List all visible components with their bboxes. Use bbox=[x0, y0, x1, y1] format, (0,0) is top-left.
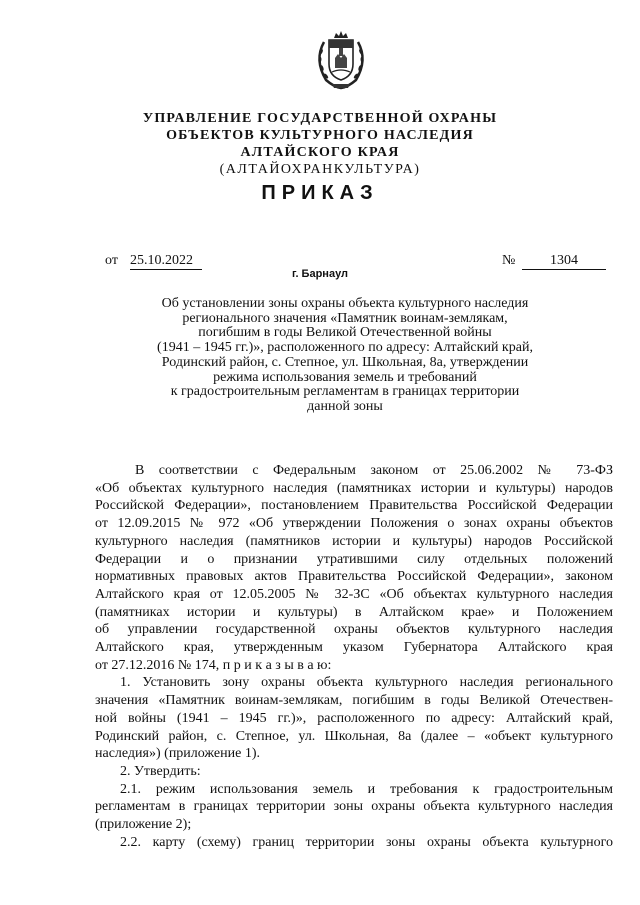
body-line: культурного наследия (памятников истории и культуры) народов Российской bbox=[95, 533, 613, 549]
body-line: регламентам в границах территории зоны охраны объекта культурного наследия bbox=[95, 799, 613, 815]
body-line: Федерации и о признании утратившими силу отдельных положений bbox=[95, 551, 613, 567]
document-number: 1304 bbox=[522, 253, 606, 270]
body-line: 2. Утвердить: bbox=[120, 763, 201, 779]
subject-line: данной зоны bbox=[307, 398, 383, 414]
subject-line: погибшим в годы Великой Отечественной войны bbox=[198, 325, 492, 341]
body-line: (памятниках истории и культуры) в Алтайском крае» и Положением bbox=[95, 604, 613, 620]
subject-line: режима использования земель и требований bbox=[213, 369, 477, 385]
body-line: В соответствии с Федеральным законом от 25.06.2002 № 73-ФЗ bbox=[135, 463, 613, 478]
body-line: 2.2. карту (схему) границ территории зоны охраны объекта культурного bbox=[120, 834, 613, 850]
subject-line: (1941 – 1945 гг.)», расположенного по адресу: Алтайский край, bbox=[157, 340, 533, 356]
document-subject bbox=[95, 297, 595, 415]
document-type-title: ПРИКАЗ bbox=[261, 182, 379, 204]
org-name-line-3: АЛТАЙСКОГО КРАЯ bbox=[240, 145, 400, 160]
subject-line: Об установлении зоны охраны объекта культурного наследия bbox=[161, 296, 529, 311]
body-line: «Об объектах культурного наследия (памятниках истории и культуры) народов bbox=[95, 480, 613, 496]
body-line: Родинский район, с. Степное, ул. Школьная, 8а (далее – «объект культурного bbox=[95, 728, 613, 744]
document-city: г. Барнаул bbox=[291, 268, 349, 280]
body-line: 2.1. режим использования земель и требования к градостроительным bbox=[120, 781, 613, 797]
body-line: значения «Памятник воинам-землякам, погибшим в годы Великой Отечествен- bbox=[95, 693, 613, 709]
document-date: 25.10.2022 bbox=[130, 253, 202, 270]
body-line: ной войны (1941 – 1945 гг.)», расположенного по адресу: Алтайский край, bbox=[95, 710, 613, 726]
subject-line: Родинский район, с. Степное, ул. Школьная, 8а, утверждении bbox=[161, 354, 529, 370]
org-abbreviation: (АЛТАЙОХРАНКУЛЬТУРА) bbox=[219, 162, 421, 177]
org-name-line-2: ОБЪЕКТОВ КУЛЬТУРНОГО НАСЛЕДИЯ bbox=[166, 128, 474, 143]
coat-of-arms-emblem bbox=[312, 30, 370, 90]
body-line: нормативных правовых актов Правительства Российской Федерации», законом bbox=[95, 569, 613, 585]
subject-line: к градостроительным регламентам в границах территории bbox=[170, 384, 520, 400]
date-prefix: от bbox=[105, 253, 118, 268]
org-name-line-1: УПРАВЛЕНИЕ ГОСУДАРСТВЕННОЙ ОХРАНЫ bbox=[142, 111, 498, 126]
body-line: 1. Установить зону охраны объекта культурного наследия регионального bbox=[120, 675, 613, 691]
body-line: Алтайского края от 12.05.2005 № 32-ЗС «Об объектах культурного наследия bbox=[95, 586, 613, 602]
subject-line: регионального значения «Памятник воинам-землякам, bbox=[182, 310, 508, 326]
body-line: от 12.09.2015 № 972 «Об утверждении Положения о зонах охраны объектов bbox=[95, 516, 613, 532]
body-line: об управлении государственной охраны объектов культурного наследия bbox=[95, 622, 613, 638]
body-line: (приложение 2); bbox=[95, 817, 192, 833]
body-line: наследия») (приложение 1). bbox=[95, 746, 260, 762]
document-body bbox=[95, 462, 613, 851]
body-line: Алтайского края, утвержденным указом Губернатора Алтайского края bbox=[95, 640, 613, 656]
body-line: от 27.12.2016 № 174, п р и к а з ы в а ю: bbox=[95, 657, 332, 673]
number-prefix: № bbox=[502, 253, 516, 268]
body-line: Российской Федерации», постановлением Правительства Российской Федерации bbox=[95, 498, 613, 514]
